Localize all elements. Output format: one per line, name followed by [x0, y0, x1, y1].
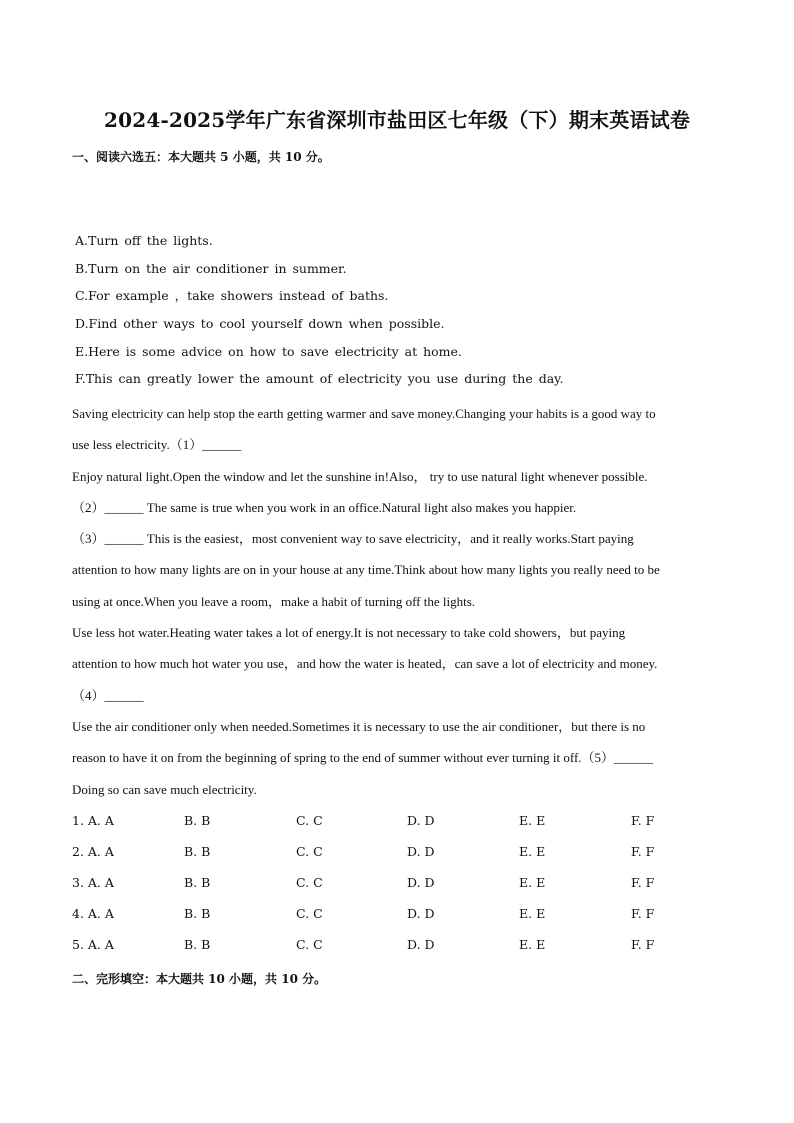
- choice-b: B. B: [184, 875, 211, 890]
- section-heading-reading: 一、阅读六选五：本大题共 5 小题，共 10 分。: [72, 150, 330, 164]
- passage-line: （2）______ The same is true when you work in an office.Natural light also makes you happier.: [72, 499, 577, 515]
- choice-e: E. E: [519, 844, 546, 859]
- choice-b: B. B: [184, 813, 211, 828]
- option-b: B.Turn on the air conditioner in summer.: [75, 260, 347, 276]
- choice-c: C. C: [296, 875, 323, 890]
- choice-c: C. C: [296, 937, 323, 952]
- passage-line: Enjoy natural light.Open the window and let the sunshine in!Also， try to use natural light whenever possible.: [72, 468, 648, 484]
- choice-f: F. F: [631, 937, 655, 952]
- option-d: D.Find other ways to cool yourself down when possible.: [75, 316, 445, 332]
- choice-f: F. F: [631, 875, 655, 890]
- choice-d: D. D: [407, 937, 435, 952]
- choice-d: D. D: [407, 813, 435, 828]
- choice-a: 3. A. A: [72, 875, 114, 890]
- choice-c: C. C: [296, 906, 323, 921]
- option-list: [75, 233, 564, 399]
- choice-a: 1. A. A: [72, 813, 114, 828]
- choice-a: 5. A. A: [72, 937, 114, 952]
- passage-line: Saving electricity can help stop the earth getting warmer and save money.Changing your habits is a good way to: [72, 406, 656, 421]
- reading-passage: [72, 405, 722, 812]
- passage-line: attention to how many lights are on in your house at any time.Think about how many lights you really need to be: [72, 562, 660, 578]
- passage-line: Doing so can save much electricity.: [72, 781, 257, 797]
- choice-e: E. E: [519, 937, 546, 952]
- choice-c: C. C: [296, 844, 323, 859]
- passage-line: （3）______ This is the easiest，most convenient way to save electricity，and it really works.Start paying: [72, 531, 634, 547]
- option-a: A.Turn off the lights.: [75, 233, 213, 248]
- passage-line: Use the air conditioner only when needed.Sometimes it is necessary to use the air conditioner，but there is no: [72, 718, 646, 734]
- choice-a: 2. A. A: [72, 844, 114, 859]
- page-title: 2024-2025学年广东省深圳市盐田区七年级（下）期末英语试卷: [103, 108, 691, 132]
- option-c: C.For example ，take showers instead of baths.: [75, 288, 389, 304]
- option-f: F.This can greatly lower the amount of electricity you use during the day.: [75, 371, 564, 387]
- passage-line: attention to how much hot water you use，and how the water is heated，can save a lot of electricity and money.: [72, 656, 658, 672]
- choice-b: B. B: [184, 937, 211, 952]
- passage-line: use less electricity.（1）______: [72, 437, 242, 453]
- choice-f: F. F: [631, 906, 655, 921]
- passage-line: using at once.When you leave a room，make a habit of turning off the lights.: [72, 593, 476, 609]
- choice-c: C. C: [296, 813, 323, 828]
- passage-line: （4）______: [72, 687, 144, 703]
- option-e: E.Here is some advice on how to save electricity at home.: [75, 343, 462, 359]
- choice-f: F. F: [631, 813, 655, 828]
- choice-d: D. D: [407, 875, 435, 890]
- choice-b: B. B: [184, 906, 211, 921]
- choice-a: 4. A. A: [72, 906, 114, 921]
- passage-line: Use less hot water.Heating water takes a lot of energy.It is not necessary to take cold showers，but paying: [72, 625, 626, 641]
- choice-d: D. D: [407, 844, 435, 859]
- section-heading-cloze: 二、完形填空：本大题共 10 小题，共 10 分。: [72, 972, 327, 986]
- choice-d: D. D: [407, 906, 435, 921]
- choice-e: E. E: [519, 813, 546, 828]
- choice-e: E. E: [519, 875, 546, 890]
- choice-b: B. B: [184, 844, 211, 859]
- choice-e: E. E: [519, 906, 546, 921]
- passage-line: reason to have it on from the beginning of spring to the end of summer without ever turning it off.（5）______: [72, 750, 654, 766]
- choice-f: F. F: [631, 844, 655, 859]
